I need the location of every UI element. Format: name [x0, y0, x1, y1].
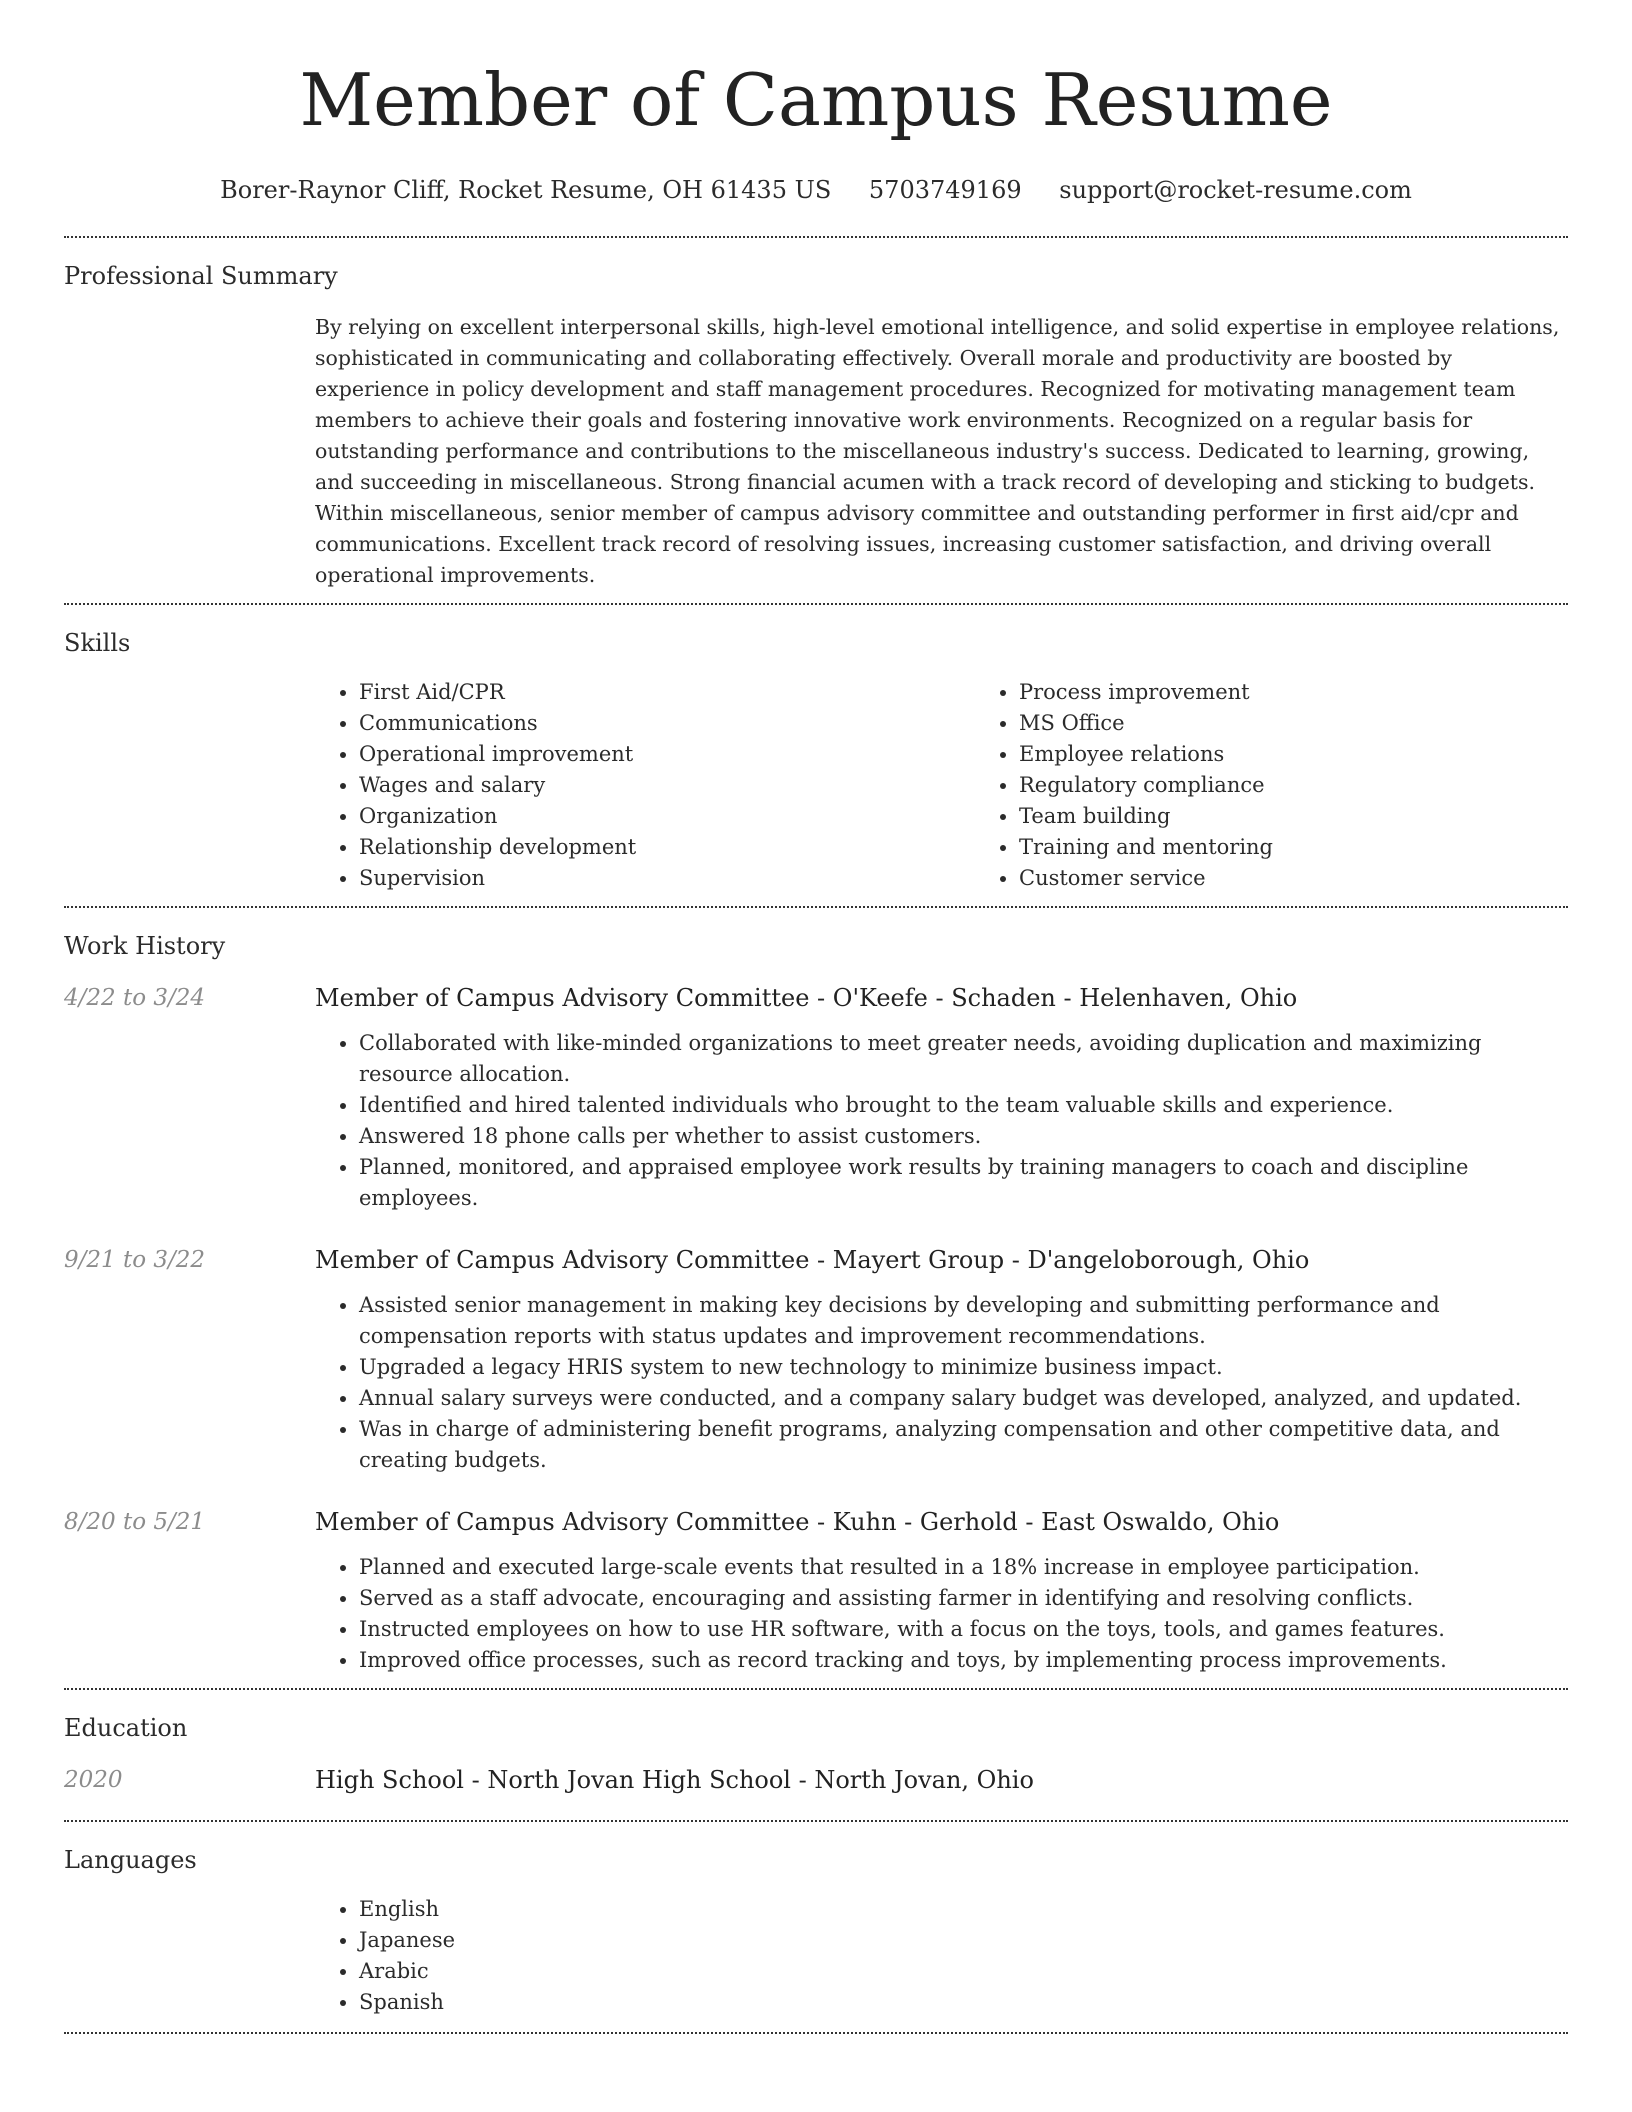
- job-bullet: • Was in charge of administering benefit programs, analyzing compensation and other competitive data, and creating budgets.: [359, 1414, 1568, 1476]
- divider: [64, 2032, 1568, 2034]
- skill-item: • First Aid/CPR: [359, 677, 975, 708]
- job-bullet: • Served as a staff advocate, encouraging and assisting farmer in identifying and resolving conflicts.: [359, 1583, 1568, 1614]
- languages-heading: Languages: [64, 1846, 197, 1874]
- work-heading: Work History: [64, 932, 226, 960]
- skill-item: • Team building: [1019, 801, 1568, 832]
- skills-heading: Skills: [64, 629, 131, 657]
- address: Borer-Raynor Cliff, Rocket Resume, OH 61435 US: [220, 176, 832, 204]
- education-year: 2020: [64, 1767, 123, 1793]
- skills-list-right: [975, 677, 1568, 894]
- email: support@rocket-resume.com: [1059, 176, 1412, 204]
- skill-item: • Supervision: [359, 863, 975, 894]
- languages-list: [315, 1894, 1568, 2018]
- job-bullets: [315, 1028, 1568, 1214]
- skill-item: • Employee relations: [1019, 739, 1568, 770]
- job-entry: [64, 1244, 1568, 1476]
- contact-line: [64, 174, 1568, 206]
- language-item: • Japanese: [359, 1925, 1568, 1956]
- skills-list-left: [315, 677, 975, 894]
- job-bullet: • Planned and executed large-scale events that resulted in a 18% increase in employee participation.: [359, 1552, 1568, 1583]
- summary-text: By relying on excellent interpersonal skills, high-level emotional intelligence, and solid expertise in employee relations, sophisticated in communicating and collaborating effectively. Overall morale and productivity are boosted by experience in policy development and staff management procedures. Recognized for motivating management team members to achieve their goals and fostering innovative work environments. Recognized on a regular basis for outstanding performance and contributions to the miscellaneous industry's success. Dedicated to learning, growing, and succeeding in miscellaneous. Strong financial acumen with a track record of developing and sticking to budgets. Within miscellaneous, senior member of campus advisory committee and outstanding performer in first aid/cpr and communications. Excellent track record of resolving issues, increasing customer satisfaction, and driving overall operational improvements.: [315, 315, 1560, 587]
- phone: 5703749169: [868, 176, 1022, 204]
- language-item: • Arabic: [359, 1956, 1568, 1987]
- job-bullet: • Answered 18 phone calls per whether to assist customers.: [359, 1121, 1568, 1152]
- job-bullet: • Identified and hired talented individuals who brought to the team valuable skills and experience.: [359, 1090, 1568, 1121]
- job-bullet: • Instructed employees on how to use HR software, with a focus on the toys, tools, and games features.: [359, 1614, 1568, 1645]
- summary-section: [64, 292, 1568, 603]
- language-item: • Spanish: [359, 1987, 1568, 2018]
- language-item: • English: [359, 1894, 1568, 1925]
- job-bullet: • Upgraded a legacy HRIS system to new technology to minimize business impact.: [359, 1352, 1568, 1383]
- skill-item: • Relationship development: [359, 832, 975, 863]
- skill-item: • Process improvement: [1019, 677, 1568, 708]
- job-bullets: [315, 1552, 1568, 1676]
- job-bullets: [315, 1290, 1568, 1476]
- education-heading: Education: [64, 1714, 188, 1742]
- skill-item: • Operational improvement: [359, 739, 975, 770]
- job-entry: [64, 982, 1568, 1214]
- job-title: Member of Campus Advisory Committee - Mayert Group - D'angeloborough, Ohio: [315, 1246, 1310, 1274]
- job-bullet: • Assisted senior management in making key decisions by developing and submitting performance and compensation reports with status updates and improvement recommendations.: [359, 1290, 1568, 1352]
- skill-item: • Wages and salary: [359, 770, 975, 801]
- job-dates: 8/20 to 5/21: [64, 1509, 206, 1535]
- job-dates: 9/21 to 3/22: [64, 1247, 206, 1273]
- skill-item: • Training and mentoring: [1019, 832, 1568, 863]
- job-title: Member of Campus Advisory Committee - Kuhn - Gerhold - East Oswaldo, Ohio: [315, 1508, 1280, 1536]
- resume-title: Member of Campus Resume: [299, 58, 1333, 142]
- summary-heading: Professional Summary: [64, 262, 338, 290]
- skill-item: • MS Office: [1019, 708, 1568, 739]
- education-entry: [64, 1764, 1568, 1796]
- job-bullet: • Collaborated with like-minded organizations to meet greater needs, avoiding duplication and maximizing resource allocation.: [359, 1028, 1568, 1090]
- job-title: Member of Campus Advisory Committee - O'Keefe - Schaden - Helenhaven, Ohio: [315, 984, 1298, 1012]
- job-bullet: • Improved office processes, such as record tracking and toys, by implementing process improvements.: [359, 1645, 1568, 1676]
- skill-item: • Customer service: [1019, 863, 1568, 894]
- work-section: [64, 982, 1568, 1688]
- skill-item: • Organization: [359, 801, 975, 832]
- job-bullet: • Annual salary surveys were conducted, and a company salary budget was developed, analyzed, and updated.: [359, 1383, 1568, 1414]
- languages-section: [64, 1876, 1568, 2032]
- job-bullet: • Planned, monitored, and appraised employee work results by training managers to coach and discipline employees.: [359, 1152, 1568, 1214]
- education-title: High School - North Jovan High School - North Jovan, Ohio: [315, 1766, 1034, 1794]
- job-dates: 4/22 to 3/24: [64, 985, 206, 1011]
- job-entry: [64, 1506, 1568, 1676]
- skill-item: • Regulatory compliance: [1019, 770, 1568, 801]
- skills-section: [64, 659, 1568, 906]
- skill-item: • Communications: [359, 708, 975, 739]
